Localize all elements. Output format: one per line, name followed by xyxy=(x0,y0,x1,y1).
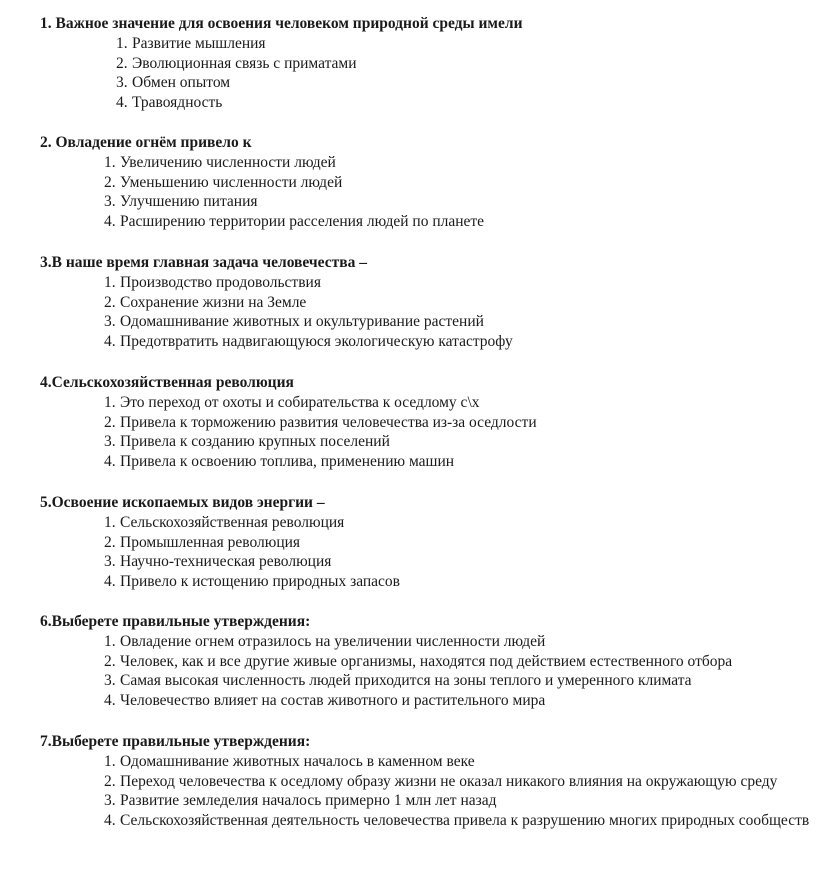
option-text: Переход человечества к оседлому образу жизни не оказал никакого влияния на окружающую среду xyxy=(120,772,778,790)
option-number: 2. xyxy=(104,652,116,670)
option-text: Одомашнивание животных началось в каменном веке xyxy=(120,753,475,770)
option-number: 3. xyxy=(116,74,128,92)
option-text: Сельскохозяйственная деятельность человечества привела к разрушению многих природных сообществ xyxy=(120,811,810,829)
option-text: Привела к созданию крупных поселений xyxy=(120,433,390,451)
option-number: 2. xyxy=(104,293,116,311)
answer-option xyxy=(104,173,827,193)
option-text: Сельскохозяйственная революция xyxy=(120,514,345,531)
option-number: 3. xyxy=(104,792,116,810)
option-number: 2. xyxy=(104,533,116,551)
option-number: 3. xyxy=(104,433,116,451)
option-text: Увеличению численности людей xyxy=(120,154,336,171)
question-1 xyxy=(40,14,810,112)
option-number: 3. xyxy=(104,313,116,331)
option-text: Расширению территории расселения людей по планете xyxy=(120,212,485,230)
answer-option xyxy=(104,393,827,413)
option-text: Производство продовольствия xyxy=(120,274,321,291)
option-text: Самая высокая численность людей приходится на зоны теплого и умеренного климата xyxy=(120,672,692,690)
option-text: Привела к торможению развития человечества из-за оседлости xyxy=(120,413,537,431)
answer-option xyxy=(104,312,827,332)
option-text: Это переход от охоты и собирательства к оседлому с\х xyxy=(120,394,480,411)
option-text: Одомашнивание животных и окультуривание растений xyxy=(120,313,484,331)
answer-option xyxy=(116,93,810,113)
option-number: 1. xyxy=(104,274,116,291)
question-6 xyxy=(40,612,810,710)
option-text: Привела к освоению топлива, применению машин xyxy=(120,452,455,470)
option-number: 1. xyxy=(104,394,116,411)
answer-option xyxy=(104,791,827,811)
question-7 xyxy=(40,732,810,830)
answer-option xyxy=(104,153,827,173)
question-4 xyxy=(40,373,810,471)
answer-option xyxy=(116,73,810,93)
option-text: Развитие мышления xyxy=(132,35,266,52)
option-number: 4. xyxy=(104,691,116,709)
answer-option xyxy=(104,752,827,772)
answer-option xyxy=(104,552,827,572)
option-number: 2. xyxy=(104,772,116,790)
option-number: 3. xyxy=(104,672,116,690)
option-number: 2. xyxy=(116,54,128,72)
option-text: Овладение огнем отразилось на увеличении численности людей xyxy=(120,633,546,650)
option-number: 1. xyxy=(104,154,116,171)
answer-option xyxy=(104,192,827,212)
answer-option xyxy=(104,513,827,533)
option-number: 2. xyxy=(104,173,116,191)
option-number: 4. xyxy=(104,572,116,590)
answer-option xyxy=(104,452,827,472)
option-text: Человечество влияет на состав животного и растительного мира xyxy=(120,691,546,709)
option-text: Уменьшению численности людей xyxy=(120,173,343,191)
option-text: Промышленная революция xyxy=(120,533,301,551)
answer-option xyxy=(104,432,827,452)
answer-option xyxy=(104,671,827,691)
option-number: 1. xyxy=(104,633,116,650)
answer-option xyxy=(104,772,827,792)
option-number: 4. xyxy=(104,332,116,350)
question-title: 2. Овладение огнём привело к xyxy=(40,134,252,151)
option-text: Привело к истощению природных запасов xyxy=(120,572,400,590)
option-number: 4. xyxy=(104,452,116,470)
question-title: 6.Выберете правильные утверждения: xyxy=(40,613,311,630)
answer-option xyxy=(104,691,827,711)
answer-option xyxy=(104,652,827,672)
option-text: Улучшению питания xyxy=(120,193,258,211)
option-number: 4. xyxy=(116,93,128,111)
question-5 xyxy=(40,493,810,591)
answer-option xyxy=(104,632,827,652)
option-text: Предотвратить надвигающуюся экологическую катастрофу xyxy=(120,332,513,350)
option-text: Научно-техническая революция xyxy=(120,553,332,571)
option-number: 1. xyxy=(116,35,128,52)
question-title: 1. Важное значение для освоения человеком природной среды имели xyxy=(40,15,523,32)
option-number: 4. xyxy=(104,212,116,230)
option-text: Травоядность xyxy=(132,93,223,111)
option-text: Сохранение жизни на Земле xyxy=(120,293,307,311)
option-text: Эволюционная связь с приматами xyxy=(132,54,357,72)
question-2 xyxy=(40,133,810,231)
answer-option xyxy=(104,332,827,352)
option-number: 1. xyxy=(104,753,116,770)
question-title: 5.Освоение ископаемых видов энергии – xyxy=(40,494,325,511)
answer-option xyxy=(104,293,827,313)
option-number: 3. xyxy=(104,553,116,571)
option-number: 2. xyxy=(104,413,116,431)
question-title: 3.В наше время главная задача человечества – xyxy=(40,254,367,271)
option-text: Обмен опытом xyxy=(132,74,231,92)
question-title: 7.Выберете правильные утверждения: xyxy=(40,733,311,750)
answer-option xyxy=(104,212,827,232)
option-number: 3. xyxy=(104,193,116,211)
answer-option xyxy=(104,572,827,592)
answer-option xyxy=(104,273,827,293)
answer-option xyxy=(104,811,827,831)
question-title: 4.Сельскохозяйственная революция xyxy=(40,374,294,391)
answer-option xyxy=(116,54,810,74)
answer-option xyxy=(116,34,810,54)
question-3 xyxy=(40,253,810,351)
option-text: Человек, как и все другие живые организмы, находятся под действием естественного отбора xyxy=(120,652,733,670)
answer-option xyxy=(104,413,827,433)
option-text: Развитие земледелия началось примерно 1 млн лет назад xyxy=(120,792,497,810)
option-number: 4. xyxy=(104,811,116,829)
option-number: 1. xyxy=(104,514,116,531)
answer-option xyxy=(104,533,827,553)
